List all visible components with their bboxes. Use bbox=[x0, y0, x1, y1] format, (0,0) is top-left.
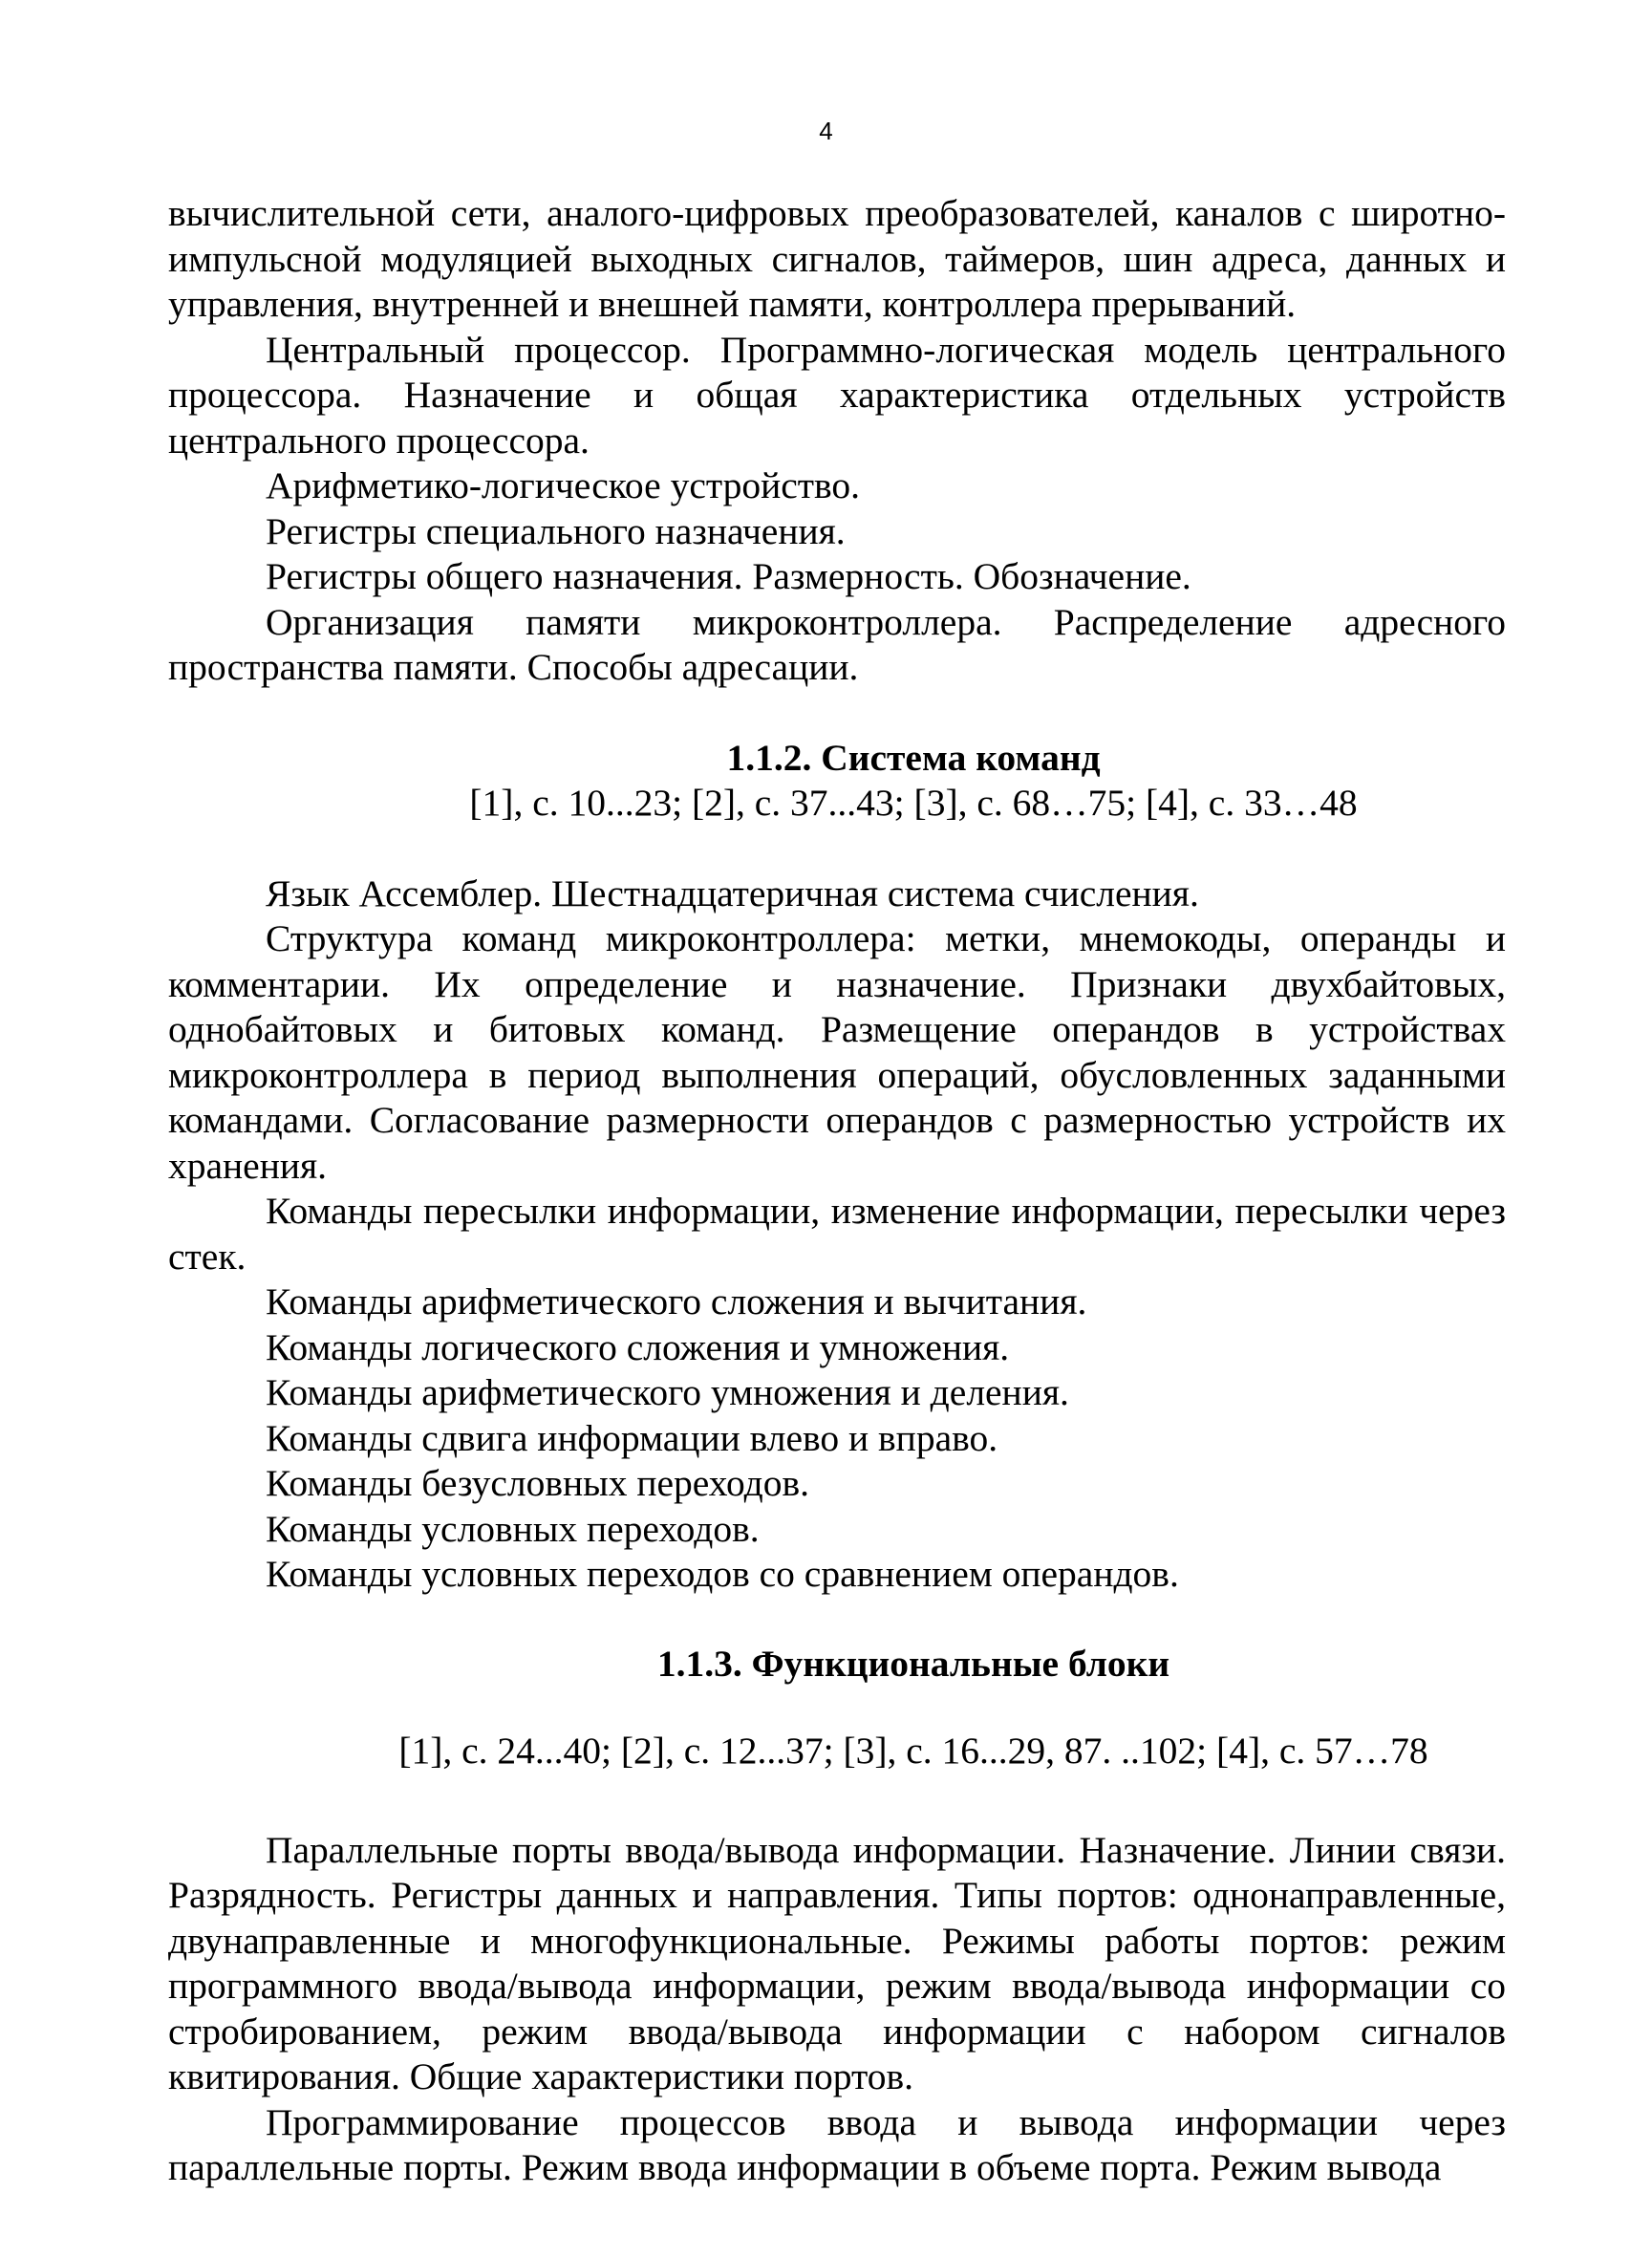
paragraph: Команды пересылки информации, изменение информации, пересылки через стек. bbox=[168, 1190, 1506, 1278]
list-line: Арифметико-логическое устройство. bbox=[266, 464, 861, 506]
list-line: Команды сдвига информации влево и вправо. bbox=[266, 1416, 998, 1459]
list-line: Команды логического сложения и умножения. bbox=[266, 1325, 1010, 1368]
list-line: Команды арифметического умножения и деления. bbox=[266, 1371, 1069, 1413]
spacer bbox=[168, 1774, 1506, 1828]
paragraph: Организация памяти микроконтроллера. Распределение адресного пространства памяти. Способы адресации. bbox=[168, 600, 1506, 688]
paragraph: Программирование процессов ввода и вывода информации через параллельные порты. Режим ввода информации в объеме порта. Режим вывода bbox=[168, 2100, 1506, 2188]
list-line: Регистры специального назначения. bbox=[266, 509, 846, 552]
list-line: Команды условных переходов. bbox=[266, 1507, 760, 1550]
paragraph: Параллельные порты ввода/вывода информации. Назначение. Линии связи. Разрядность. Регистры данных и направления. Типы портов: однонаправленные, двунаправленные и многофункциональные. Режимы работы портов: режим программного ввода/вывода информации, режим ввода/вывода информации со стробированием, режим ввода/вывода информации с набором сигналов квитирования. Общие характеристики портов. bbox=[168, 1828, 1506, 2097]
list-line: Регистры общего назначения. Размерность. Обозначение. bbox=[266, 555, 1191, 597]
spacer bbox=[168, 1687, 1506, 1729]
spacer bbox=[168, 691, 1506, 736]
section-references: [1], с. 24...40; [2], с. 12...37; [3], с. 16...29, 87. ..102; [4], с. 57…78 bbox=[398, 1730, 1428, 1772]
page-number: 4 bbox=[819, 117, 833, 145]
section-references: [1], с. 10...23; [2], с. 37...43; [3], с. 68…75; [4], с. 33…48 bbox=[469, 782, 1358, 824]
spacer bbox=[168, 1598, 1506, 1642]
list-line: Язык Ассемблер. Шестнадцатеричная система счисления. bbox=[266, 871, 1199, 914]
paragraph: Структура команд микроконтроллера: метки, мнемокоды, операнды и комментарии. Их определение и назначение. Признаки двухбайтовых, однобайтовых и битовых команд. Размещение операндов в устройствах микроконтроллера в период выполнения операций, обусловленных заданными командами. Согласование размерности операндов с размерностью устройств их хранения. bbox=[168, 917, 1506, 1187]
list-line: Команды безусловных переходов. bbox=[266, 1462, 810, 1504]
document-body bbox=[168, 191, 1506, 2191]
list-line: Команды арифметического сложения и вычитания. bbox=[266, 1280, 1087, 1323]
paragraph: вычислительной сети, аналого-цифровых преобразователей, каналов с широтно-импульсной модуляцией выходных сигналов, таймеров, шин адреса, данных и управления, внутренней и внешней памяти, контроллера прерываний. bbox=[168, 192, 1506, 325]
spacer bbox=[168, 827, 1506, 871]
list-line: Команды условных переходов со сравнением операндов. bbox=[266, 1553, 1179, 1595]
section-heading: 1.1.3. Функциональные блоки bbox=[656, 1642, 1170, 1685]
paragraph: Центральный процессор. Программно-логическая модель центрального процессора. Назначение и общая характеристика отдельных устройств центрального процессора. bbox=[168, 328, 1506, 462]
section-heading: 1.1.2. Система команд bbox=[726, 736, 1101, 779]
